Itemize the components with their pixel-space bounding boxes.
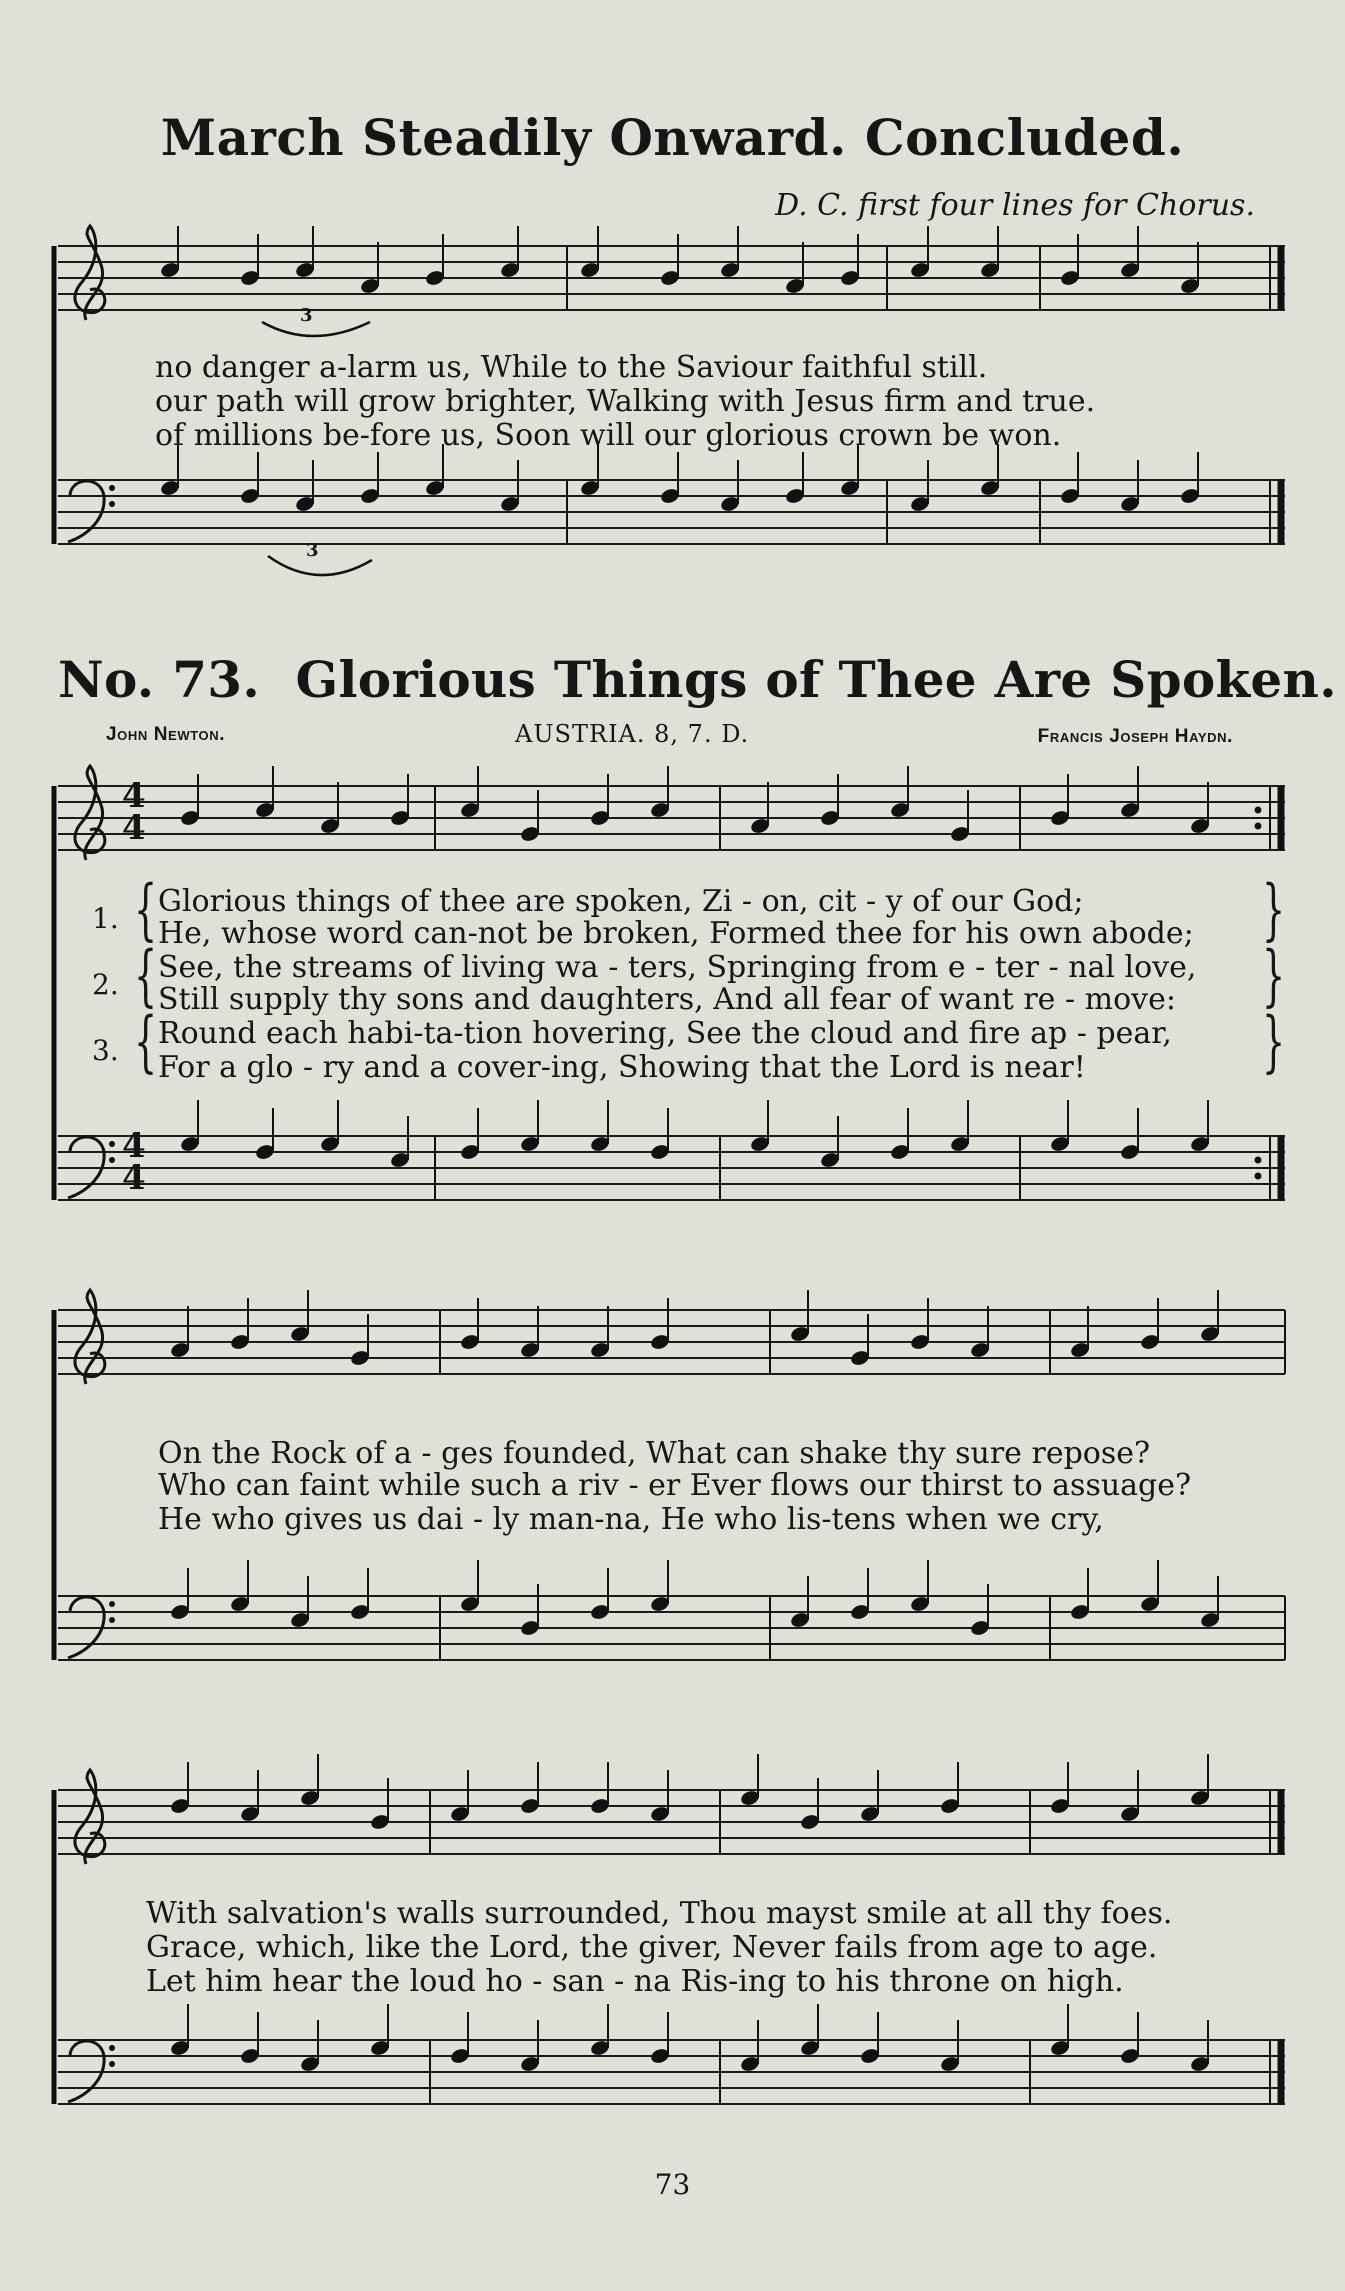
staff-s1-bass xyxy=(58,1136,1285,1200)
s1-lyric-line-6: For a glo - ry and a cover-ing, Showing that the Lord is near! xyxy=(158,1050,1086,1085)
s1-lyric-line-5: Round each habi-ta-tion hovering, See the cloud and fire ap - pear, xyxy=(158,1016,1172,1051)
s1-lyric-line-3: See, the streams of living wa - ters, Springing from e - ter - nal love, xyxy=(158,950,1197,985)
march-lyric-line-1: no danger a-larm us, While to the Saviour faithful still. xyxy=(155,350,988,385)
s1-lyric-line-4: Still supply thy sons and daughters, And all fear of want re - move: xyxy=(158,982,1176,1017)
march-lyric-line-2: our path will grow brighter, Walking with Jesus firm and true. xyxy=(155,384,1096,419)
s1-lyric-line-1: Glorious things of thee are spoken, Zi - on, cit - y of our God; xyxy=(158,884,1084,919)
s3-lyric-line-1: With salvation's walls surrounded, Thou mayst smile at all thy foes. xyxy=(146,1896,1173,1931)
time-signature-bass: 4 4 xyxy=(122,1126,146,1198)
s2-lyric-line-1: On the Rock of a - ges founded, What can shake thy sure repose? xyxy=(158,1436,1151,1471)
s3-lyric-line-2: Grace, which, like the Lord, the giver, Never fails from age to age. xyxy=(146,1930,1158,1965)
verse-number-1: 1. xyxy=(92,902,119,935)
hymn-number: No. 73. xyxy=(58,650,261,709)
verse-brace-left-2: { xyxy=(134,937,158,1014)
verse-brace-left-1: { xyxy=(134,871,158,948)
hymn-composer: Francis Joseph Haydn. xyxy=(1037,726,1233,747)
staff-s3-treble xyxy=(58,1790,1285,1854)
s3-lyric-line-3: Let him hear the loud ho - san - na Ris-ing to his throne on high. xyxy=(146,1964,1124,1999)
verse-number-2: 2. xyxy=(92,968,119,1001)
triplet-mark-bass: 3 xyxy=(306,540,319,561)
verse-brace-left-3: { xyxy=(134,1003,158,1080)
hymn-author: John Newton. xyxy=(106,724,226,745)
march-lyric-line-3: of millions be-fore us, Soon will our glorious crown be won. xyxy=(155,418,1062,453)
time-signature-treble: 4 4 xyxy=(122,776,146,848)
staff-s1-treble xyxy=(58,786,1285,850)
hymn-title: Glorious Things of Thee Are Spoken. xyxy=(295,650,1337,709)
s2-lyric-line-2: Who can faint while such a riv - er Ever flows our thirst to assuage? xyxy=(158,1468,1192,1503)
page-title-march: March Steadily Onward. Concluded. xyxy=(160,108,1185,167)
page-number: 73 xyxy=(654,2168,691,2201)
verse-brace-right-1: } xyxy=(1262,871,1286,948)
verse-brace-right-3: } xyxy=(1262,1003,1286,1080)
dc-note: D. C. first four lines for Chorus. xyxy=(775,188,1255,223)
hymn-heading xyxy=(58,650,1337,709)
verse-number-3: 3. xyxy=(92,1034,119,1067)
s1-lyric-line-2: He, whose word can-not be broken, Formed thee for his own abode; xyxy=(158,916,1194,951)
hymn-tune: AUSTRIA. 8, 7. D. xyxy=(515,720,750,748)
verse-brace-right-2: } xyxy=(1262,937,1286,1014)
staff-s3-bass xyxy=(58,2040,1285,2104)
s2-lyric-line-3: He who gives us dai - ly man-na, He who lis-tens when we cry, xyxy=(158,1502,1104,1537)
triplet-mark-treble: 3 xyxy=(300,305,313,326)
